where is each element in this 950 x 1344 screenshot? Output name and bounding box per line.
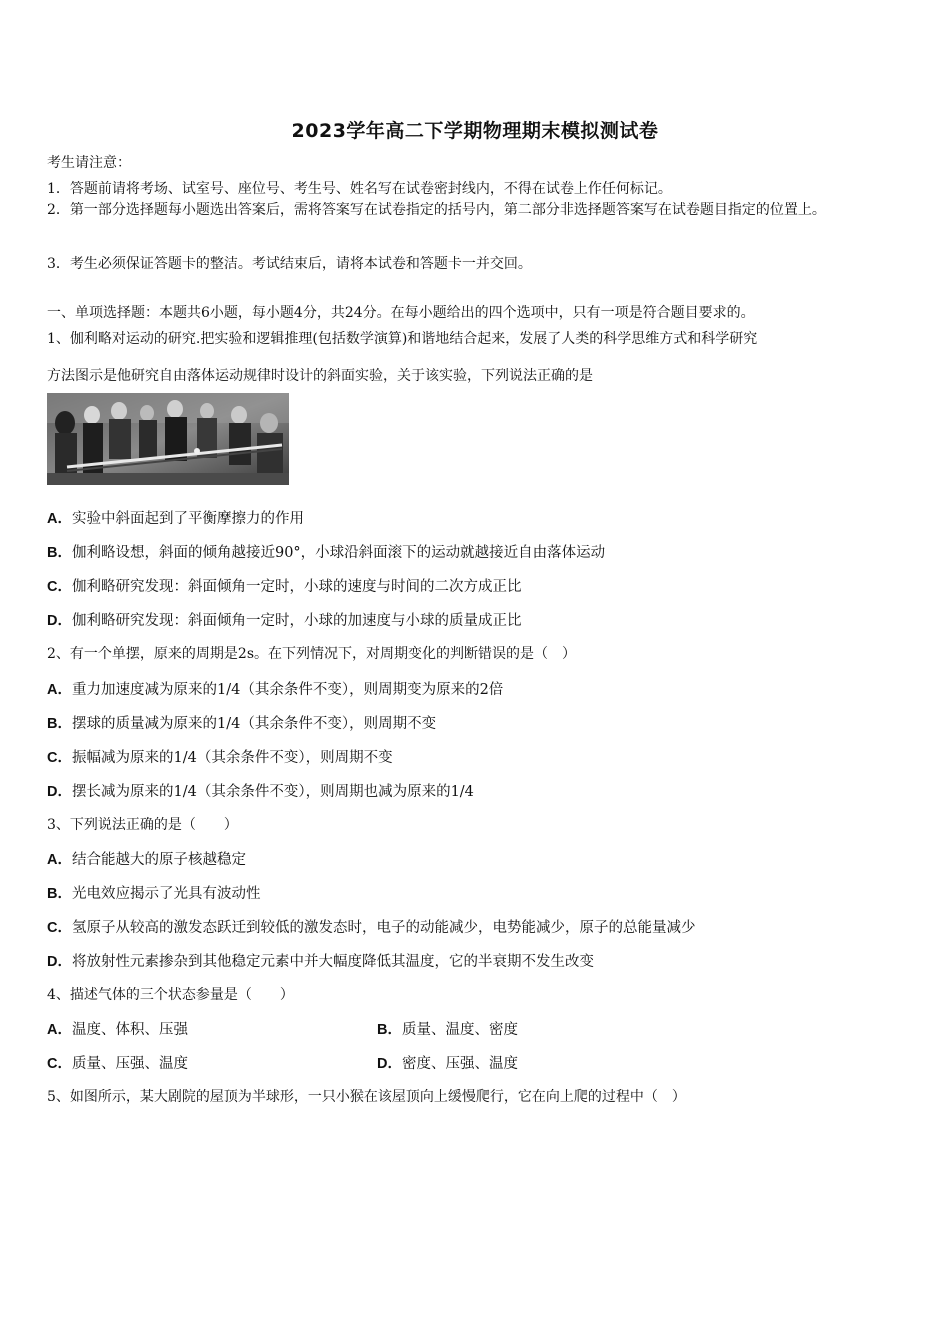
option-letter: C． (47, 579, 72, 595)
option-a[interactable] (47, 848, 246, 869)
galileo-incline-engraving (47, 393, 289, 485)
question-stem: 5、如图所示，某大剧院的屋顶为半球形，一只小猴在该屋顶向上缓慢爬行，它在向上爬的过程中（ ） (47, 1089, 686, 1105)
option-text: 摆长减为原来的1/4（其余条件不变），则周期也减为原来的1/4 (71, 784, 474, 800)
option-letter: A． (47, 682, 72, 698)
option-d[interactable] (47, 609, 521, 630)
option-text: 振幅减为原来的1/4（其余条件不变），则周期不变 (71, 750, 393, 766)
option-d[interactable] (47, 780, 474, 801)
option-letter: C． (47, 750, 72, 766)
option-b[interactable] (47, 541, 605, 562)
option-letter: C． (47, 920, 72, 936)
option-c[interactable] (47, 575, 521, 596)
option-letter: A． (47, 1022, 72, 1038)
option-text: 密度、压强、温度 (401, 1056, 518, 1072)
option-text: 结合能越大的原子核越稳定 (71, 852, 246, 868)
option-a[interactable] (47, 1018, 188, 1039)
option-letter: A． (47, 511, 72, 527)
option-letter: B． (47, 716, 72, 732)
option-c[interactable] (47, 746, 393, 767)
option-letter: D． (47, 784, 72, 800)
option-b[interactable] (47, 882, 260, 903)
question-stem: 2、有一个单摆，原来的周期是2s。在下列情况下，对周期变化的判断错误的是（ ） (47, 646, 576, 662)
notice-item: 1．答题前请将考场、试室号、座位号、考生号、姓名写在试卷密封线内，不得在试卷上作任何标记。 (47, 181, 672, 197)
question-stem: 4、描述气体的三个状态参量是（ ） (47, 987, 294, 1003)
option-letter: B． (47, 545, 72, 561)
option-d[interactable] (47, 950, 594, 971)
option-text: 质量、压强、温度 (71, 1056, 188, 1072)
option-c[interactable] (47, 1052, 188, 1073)
section-heading: 一、单项选择题：本题共6小题，每小题4分，共24分。在每小题给出的四个选项中，只有一项是符合题目要求的。 (47, 305, 755, 321)
question-stem: 方法图示是他研究自由落体运动规律时设计的斜面实验，关于该实验，下列说法正确的是 (47, 368, 593, 384)
option-letter: D． (47, 613, 72, 629)
notice-heading: 考生请注意： (47, 155, 131, 171)
option-text: 质量、温度、密度 (401, 1022, 518, 1038)
option-c[interactable] (47, 916, 695, 937)
option-letter: C． (47, 1056, 72, 1072)
option-d[interactable] (377, 1052, 518, 1073)
option-letter: B． (377, 1022, 402, 1038)
option-text: 光电效应揭示了光具有波动性 (71, 886, 261, 902)
page-title: 2023学年高二下学期物理期末模拟测试卷 (291, 120, 659, 142)
option-letter: A． (47, 852, 72, 868)
option-letter: B． (47, 886, 72, 902)
question-stem: 1、伽利略对运动的研究.把实验和逻辑推理(包括数学演算)和谐地结合起来，发展了人类的科学思维方式和科学研究 (47, 331, 758, 347)
option-text: 将放射性元素掺杂到其他稳定元素中并大幅度降低其温度，它的半衰期不发生改变 (71, 954, 594, 970)
option-b[interactable] (47, 712, 436, 733)
option-letter: D． (47, 954, 72, 970)
option-a[interactable] (47, 507, 304, 528)
option-text: 伽利略研究发现：斜面倾角一定时，小球的速度与时间的二次方成正比 (71, 579, 522, 595)
question-stem: 3、下列说法正确的是（ ） (47, 817, 238, 833)
option-text: 重力加速度减为原来的1/4（其余条件不变），则周期变为原来的2倍 (71, 682, 504, 698)
notice-item: 3．考生必须保证答题卡的整洁。考试结束后，请将本试卷和答题卡一并交回。 (47, 256, 532, 272)
option-text: 氢原子从较高的激发态跃迁到较低的激发态时，电子的动能减少，电势能减少，原子的总能量减少 (71, 920, 696, 936)
option-text: 摆球的质量减为原来的1/4（其余条件不变），则周期不变 (71, 716, 437, 732)
notice-item: 2．第一部分选择题每小题选出答案后，需将答案写在试卷指定的括号内，第二部分非选择题答案写在试卷题目指定的位置上。 (47, 202, 826, 218)
option-text: 伽利略研究发现：斜面倾角一定时，小球的加速度与小球的质量成正比 (71, 613, 522, 629)
option-b[interactable] (377, 1018, 518, 1039)
option-letter: D． (377, 1056, 402, 1072)
option-text: 温度、体积、压强 (71, 1022, 188, 1038)
option-a[interactable] (47, 678, 503, 699)
option-text: 实验中斜面起到了平衡摩擦力的作用 (71, 511, 304, 527)
option-text: 伽利略设想，斜面的倾角越接近90°，小球沿斜面滚下的运动就越接近自由落体运动 (71, 545, 606, 561)
